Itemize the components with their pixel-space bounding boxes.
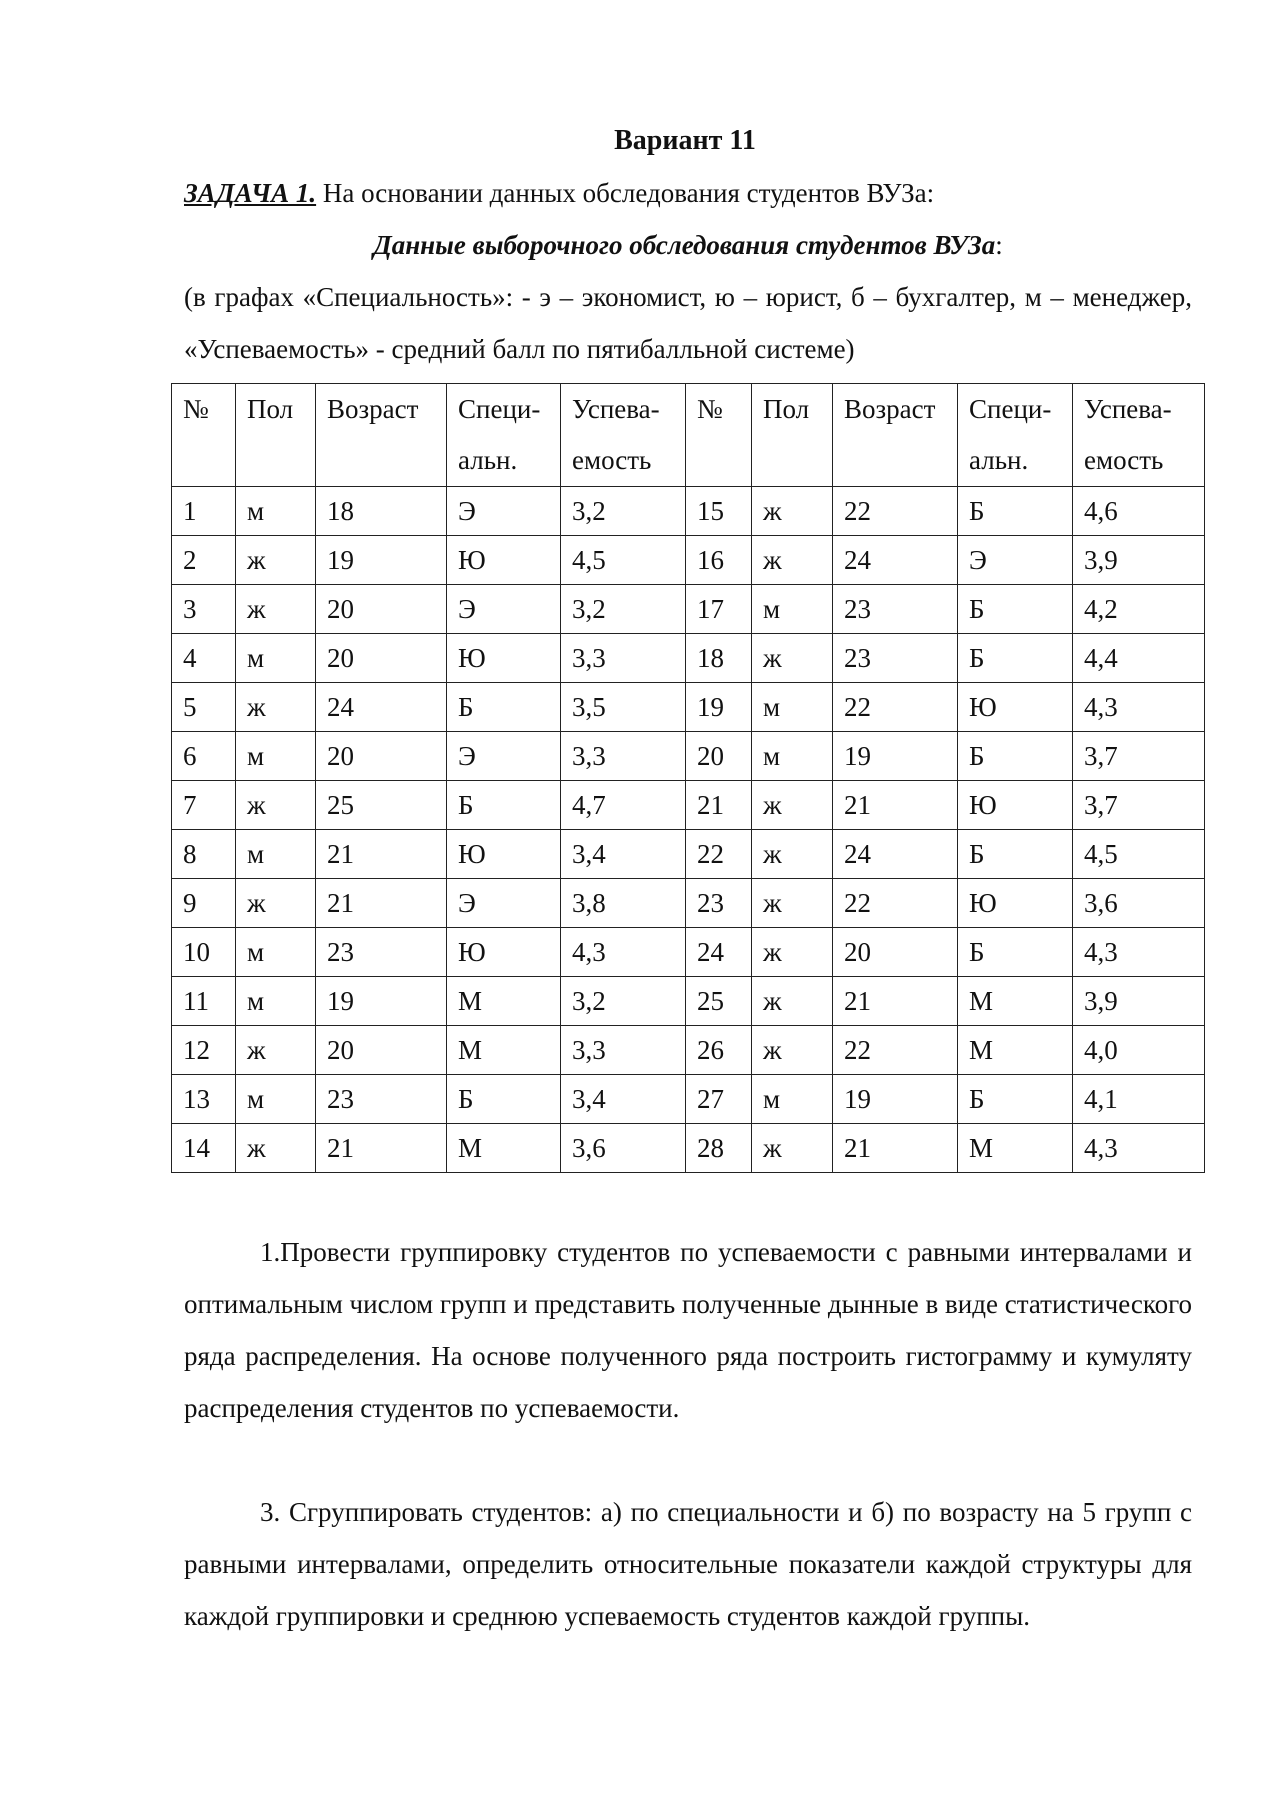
table-cell: 4,7 <box>561 781 686 830</box>
table-cell: Ю <box>447 634 561 683</box>
table-cell: 22 <box>833 683 958 732</box>
table-cell: 20 <box>686 732 752 781</box>
table-cell: 3,2 <box>561 487 686 536</box>
table-cell: 23 <box>686 879 752 928</box>
table-cell: 21 <box>316 1124 447 1173</box>
table-cell: 19 <box>316 977 447 1026</box>
table-cell: 19 <box>833 732 958 781</box>
table-cell: Ю <box>447 536 561 585</box>
table-row <box>172 830 1205 879</box>
table-cell: Ю <box>447 928 561 977</box>
table-header <box>172 384 1205 487</box>
table-cell: 18 <box>686 634 752 683</box>
table-row <box>172 1026 1205 1075</box>
student-data-table <box>171 383 1205 1173</box>
header-cell <box>686 384 752 487</box>
task-1-text: 1.Провести группировку студентов по успеваемости с равными интервалами и оптимальным числом групп и представить полученные дынные в виде статистического ряда распределения. На основе полученного ряда построить гистограмму и кумуляту распределения студентов по успеваемости. <box>184 1237 1192 1423</box>
table-body <box>172 487 1205 1173</box>
table-cell: 20 <box>316 732 447 781</box>
table-cell: 9 <box>172 879 236 928</box>
table-cell: М <box>447 1026 561 1075</box>
table-cell: 23 <box>833 634 958 683</box>
table-cell: ж <box>752 830 833 879</box>
table-cell: ж <box>236 683 316 732</box>
table-cell: Э <box>447 879 561 928</box>
table-cell: 4,6 <box>1073 487 1205 536</box>
table-cell: 3,6 <box>561 1124 686 1173</box>
table-cell: 23 <box>316 1075 447 1124</box>
table-cell: ж <box>752 1026 833 1075</box>
header-cell <box>833 384 958 487</box>
table-cell: 21 <box>316 879 447 928</box>
table-row <box>172 928 1205 977</box>
table-cell: 2 <box>172 536 236 585</box>
table-cell: м <box>752 1075 833 1124</box>
table-cell: 19 <box>316 536 447 585</box>
table-cell: ж <box>752 536 833 585</box>
header-row <box>172 384 1205 487</box>
table-cell: Э <box>447 732 561 781</box>
table-cell: 21 <box>833 977 958 1026</box>
table-cell: Б <box>447 781 561 830</box>
table-cell: 6 <box>172 732 236 781</box>
table-cell: ж <box>752 634 833 683</box>
table-cell: Б <box>958 487 1073 536</box>
table-cell: 3,5 <box>561 683 686 732</box>
header-cell-line: Пол <box>247 394 294 424</box>
table-cell: 4,3 <box>561 928 686 977</box>
table-row <box>172 781 1205 830</box>
table-cell: м <box>236 977 316 1026</box>
task-label: ЗАДАЧА 1. <box>184 178 317 208</box>
table-cell: м <box>236 634 316 683</box>
table-cell: 23 <box>316 928 447 977</box>
header-cell <box>316 384 447 487</box>
table-cell: 28 <box>686 1124 752 1173</box>
table-cell: 3,3 <box>561 1026 686 1075</box>
table-caption-text: Данные выборочного обследования студентов ВУЗа <box>373 230 996 260</box>
header-cell <box>752 384 833 487</box>
table-cell: 27 <box>686 1075 752 1124</box>
table-cell: Ю <box>447 830 561 879</box>
table-cell: М <box>447 1124 561 1173</box>
table-cell: 24 <box>686 928 752 977</box>
table-cell: Б <box>447 1075 561 1124</box>
table-cell: ж <box>752 1124 833 1173</box>
table-cell: 4,0 <box>1073 1026 1205 1075</box>
table-cell: М <box>958 977 1073 1026</box>
table-cell: 22 <box>833 1026 958 1075</box>
table-row <box>172 977 1205 1026</box>
table-cell: 4 <box>172 634 236 683</box>
table-row <box>172 1124 1205 1173</box>
table-cell: м <box>236 928 316 977</box>
table-cell: 22 <box>833 879 958 928</box>
table-cell: 18 <box>316 487 447 536</box>
header-cell-line: альн. <box>458 445 518 475</box>
table-cell: м <box>752 683 833 732</box>
table-cell: Ю <box>958 683 1073 732</box>
table-cell: 14 <box>172 1124 236 1173</box>
table-cell: Б <box>958 1075 1073 1124</box>
table-row <box>172 1075 1205 1124</box>
table-cell: ж <box>752 487 833 536</box>
table-cell: 4,2 <box>1073 585 1205 634</box>
table-row <box>172 683 1205 732</box>
header-cell-line: альн. <box>969 445 1029 475</box>
table-cell: 26 <box>686 1026 752 1075</box>
table-cell: 21 <box>833 781 958 830</box>
table-cell: Э <box>958 536 1073 585</box>
table-cell: ж <box>236 585 316 634</box>
header-cell-line: Возраст <box>844 394 936 424</box>
header-cell <box>236 384 316 487</box>
table-cell: м <box>236 1075 316 1124</box>
table-cell: 3,8 <box>561 879 686 928</box>
task-intro: На основании данных обследования студентов ВУЗа: <box>316 178 935 208</box>
header-cell <box>447 384 561 487</box>
table-cell: 15 <box>686 487 752 536</box>
table-row <box>172 585 1205 634</box>
column-legend: (в графах «Специальность»: - э – экономист, ю – юрист, б – бухгалтер, м – менеджер, «Успеваемость» - средний балл по пятибалльной системе) <box>184 282 1192 364</box>
table-cell: ж <box>236 781 316 830</box>
table-cell: 22 <box>686 830 752 879</box>
table-cell: 4,5 <box>1073 830 1205 879</box>
table-cell: 20 <box>833 928 958 977</box>
table-row <box>172 732 1205 781</box>
table-cell: 4,5 <box>561 536 686 585</box>
table-cell: 4,1 <box>1073 1075 1205 1124</box>
table-cell: м <box>236 830 316 879</box>
table-cell: ж <box>752 928 833 977</box>
table-cell: 25 <box>316 781 447 830</box>
table-cell: 4,3 <box>1073 1124 1205 1173</box>
table-cell: 12 <box>172 1026 236 1075</box>
table-cell: ж <box>236 536 316 585</box>
table-caption-colon: : <box>995 230 1003 260</box>
header-cell-line: Успева- <box>1084 394 1172 424</box>
table-cell: 19 <box>686 683 752 732</box>
table-cell: 24 <box>833 830 958 879</box>
table-cell: 5 <box>172 683 236 732</box>
table-cell: 7 <box>172 781 236 830</box>
table-cell: м <box>236 732 316 781</box>
table-cell: м <box>236 487 316 536</box>
header-cell-line: Успева- <box>572 394 660 424</box>
table-cell: 4,3 <box>1073 683 1205 732</box>
table-cell: 25 <box>686 977 752 1026</box>
header-cell <box>958 384 1073 487</box>
task-3-text: 3. Сгруппировать студентов: а) по специальности и б) по возрасту на 5 групп с равными интервалами, определить относительные показатели каждой структуры для каждой группировки и среднюю успеваемость студентов каждой группы. <box>184 1497 1192 1631</box>
table-cell: 3 <box>172 585 236 634</box>
header-cell <box>172 384 236 487</box>
table-cell: 1 <box>172 487 236 536</box>
task-heading <box>184 167 1192 219</box>
table-cell: 3,7 <box>1073 732 1205 781</box>
table-cell: 21 <box>833 1124 958 1173</box>
table-cell: 17 <box>686 585 752 634</box>
table-cell: Э <box>447 585 561 634</box>
table-cell: Ю <box>958 781 1073 830</box>
table-row <box>172 634 1205 683</box>
table-cell: 3,4 <box>561 1075 686 1124</box>
table-cell: М <box>958 1124 1073 1173</box>
table-cell: 11 <box>172 977 236 1026</box>
table-cell: 3,9 <box>1073 977 1205 1026</box>
table-cell: 3,2 <box>561 585 686 634</box>
table-cell: 20 <box>316 1026 447 1075</box>
table-cell: 19 <box>833 1075 958 1124</box>
table-cell: м <box>752 585 833 634</box>
table-cell: Б <box>958 830 1073 879</box>
table-cell: 21 <box>316 830 447 879</box>
table-cell: ж <box>236 1124 316 1173</box>
table-cell: 3,7 <box>1073 781 1205 830</box>
table-cell: М <box>958 1026 1073 1075</box>
header-cell-line: № <box>697 394 723 424</box>
table-cell: М <box>447 977 561 1026</box>
table-cell: ж <box>236 879 316 928</box>
table-cell: 21 <box>686 781 752 830</box>
table-cell: ж <box>752 781 833 830</box>
table-cell: 16 <box>686 536 752 585</box>
table-cell: 20 <box>316 585 447 634</box>
table-cell: 3,4 <box>561 830 686 879</box>
table-cell: 8 <box>172 830 236 879</box>
table-cell: ж <box>752 879 833 928</box>
header-cell-line: Возраст <box>327 394 419 424</box>
header-cell-line: емость <box>572 445 652 475</box>
table-cell: 3,6 <box>1073 879 1205 928</box>
table-cell: ж <box>236 1026 316 1075</box>
table-cell: Б <box>958 732 1073 781</box>
table-row <box>172 536 1205 585</box>
table-cell: ж <box>752 977 833 1026</box>
table-cell: Э <box>447 487 561 536</box>
table-cell: 23 <box>833 585 958 634</box>
table-cell: 4,3 <box>1073 928 1205 977</box>
table-cell: 22 <box>833 487 958 536</box>
header-cell-line: емость <box>1084 445 1164 475</box>
table-cell: 24 <box>316 683 447 732</box>
table-cell: 3,2 <box>561 977 686 1026</box>
header-cell-line: Специ- <box>458 394 541 424</box>
table-cell: 13 <box>172 1075 236 1124</box>
table-cell: Б <box>958 928 1073 977</box>
table-cell: м <box>752 732 833 781</box>
table-cell: 3,3 <box>561 634 686 683</box>
table-cell: Б <box>447 683 561 732</box>
table-cell: 4,4 <box>1073 634 1205 683</box>
variant-title: Вариант 11 <box>614 125 756 156</box>
header-cell <box>561 384 686 487</box>
table-cell: 24 <box>833 536 958 585</box>
header-cell-line: № <box>183 394 209 424</box>
header-cell-line: Специ- <box>969 394 1052 424</box>
table-cell: 10 <box>172 928 236 977</box>
header-cell <box>1073 384 1205 487</box>
table-row <box>172 879 1205 928</box>
header-cell-line: Пол <box>763 394 810 424</box>
table-cell: Б <box>958 634 1073 683</box>
table-cell: Ю <box>958 879 1073 928</box>
table-cell: Б <box>958 585 1073 634</box>
table-cell: 20 <box>316 634 447 683</box>
table-cell: 3,9 <box>1073 536 1205 585</box>
table-cell: 3,3 <box>561 732 686 781</box>
table-row <box>172 487 1205 536</box>
table-caption <box>184 219 1192 271</box>
